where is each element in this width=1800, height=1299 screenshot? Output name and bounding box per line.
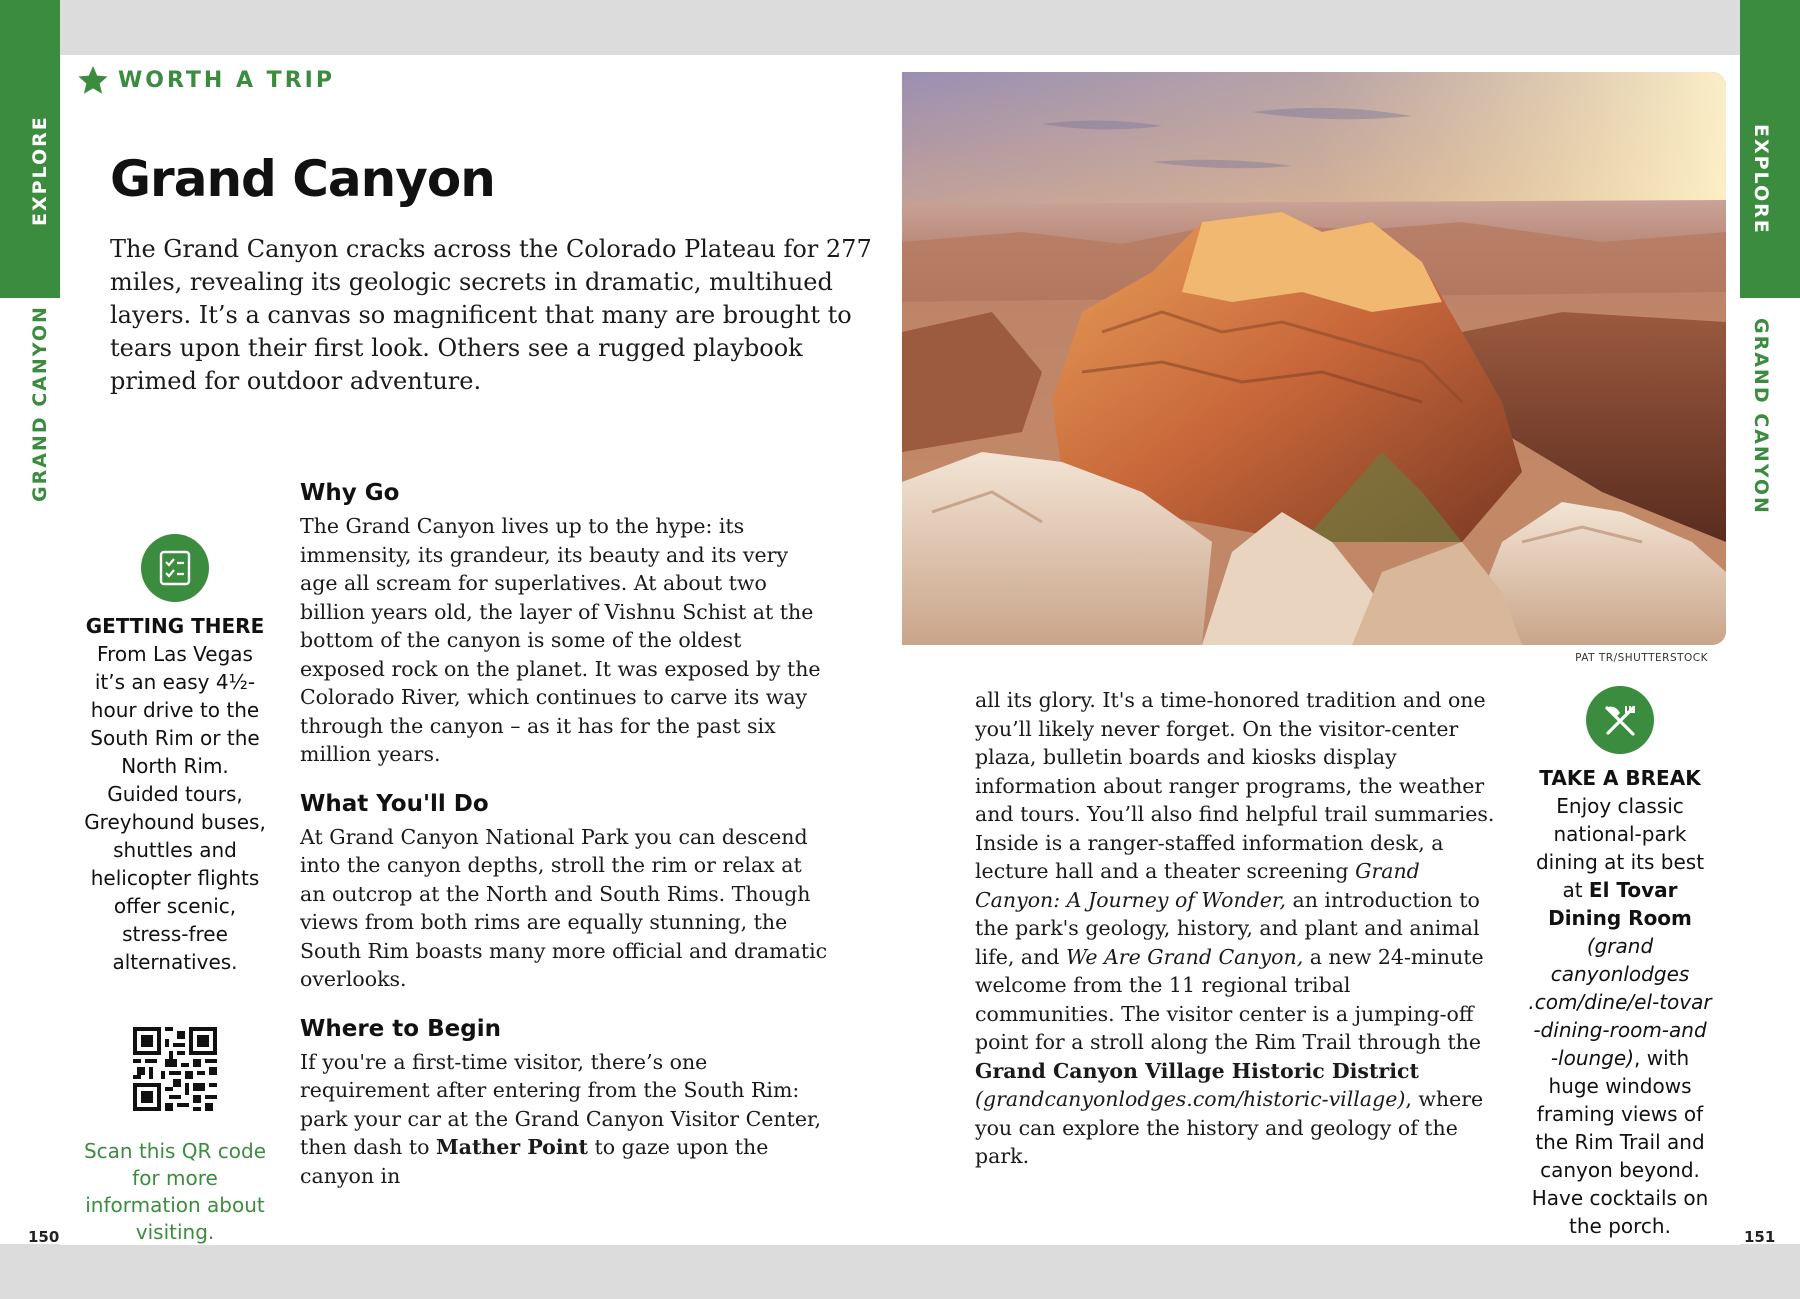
mather-point: Mather Point <box>435 1135 589 1159</box>
historic-village-url: (grandcanyonlodges.com/historic-village) <box>975 1087 1406 1111</box>
visitor-center-text: all its glory. It's a time-honored tradition and one you’ll likely never forget. On the visitor-center plaza, bulletin boards and kiosks display information about ranger programs, the weather and tours. You’ll also find helpful trail summaries. Inside is a ranger-staffed information desk, a lecture hall and a theater screening Grand Canyon: A Journey of Wonder, an introduction to the park's geology, history, and plant and animal life, and We Are Grand Canyon, a new 24-minute welcome from the 11 regional tribal communities. The visitor center is a jumping-off point for a stroll along the Rim Trail through the Grand Canyon Village Historic District (grandcanyonlodges.com/historic-village), where you can explore the history and geology of the park. <box>975 688 1495 1168</box>
right-section-label: EXPLORE <box>1750 124 1772 235</box>
eyebrow-label: WORTH A TRIP <box>118 67 335 93</box>
what-youll-do-heading: What You'll Do <box>300 790 489 817</box>
canyon-photo <box>902 72 1726 645</box>
qr-code-icon[interactable] <box>133 1027 217 1111</box>
main-column-1 <box>300 480 830 1212</box>
worth-a-trip-eyebrow <box>76 64 335 96</box>
what-youll-do-section <box>300 791 830 994</box>
where-to-begin-text: If you're a first-time visitor, there’s one requirement after entering from the South Rim: park your car at the Grand Canyon Visitor Center, then dash to Mather Point to gaze upon the canyon in <box>300 1049 822 1188</box>
page-title: Grand Canyon <box>110 150 495 208</box>
film-title-we-are: We Are Grand Canyon, <box>1065 944 1304 969</box>
where-to-begin-section <box>300 1016 830 1191</box>
el-tovar: El Tovar Dining Room <box>1548 878 1692 930</box>
why-go-section <box>300 480 830 769</box>
right-chapter-label: GRAND CANYON <box>1750 318 1772 515</box>
getting-there-heading: GETTING THERE <box>85 614 265 638</box>
left-section-label: EXPLORE <box>29 115 51 226</box>
take-a-break-text: Enjoy classic national-park dining at its best at El Tovar Dining Room (grand canyonlodges .com/dine/el-tovar -dining-room-and -lounge), with huge windows framing views of the Rim Trail and canyon beyond. Have cocktails on the porch. <box>1528 794 1712 1238</box>
checklist-icon <box>141 534 209 602</box>
el-tovar-url: (grand canyonlodges .com/dine/el-tovar -dining-room-and -lounge) <box>1528 934 1712 1070</box>
getting-there-sidebar <box>84 534 266 976</box>
qr-caption: Scan this QR code for more information about visiting. <box>83 1139 267 1244</box>
page-number-left: 150 <box>28 1228 60 1246</box>
take-a-break-sidebar <box>1527 686 1713 1240</box>
what-youll-do-text: At Grand Canyon National Park you can descend into the canyon depths, stroll the rim or relax at an outcrop at the North and South Rims. Though views from both rims are equally stunning, the South Rim boasts many more official and dramatic overlooks. <box>300 824 828 991</box>
why-go-heading: Why Go <box>300 480 400 506</box>
star-icon <box>76 64 110 96</box>
page-number-right: 151 <box>1744 1228 1776 1246</box>
why-go-text: The Grand Canyon lives up to the hype: its immensity, its grandeur, its beauty and its very age all scream for superlatives. At about two billion years old, the layer of Vishnu Schist at the bottom of the canyon is some of the oldest exposed rock on the planet. It was exposed by the Colorado River, which continues to carve its way through the canyon – as it has for the past six million years. <box>300 514 821 766</box>
where-to-begin-heading: Where to Begin <box>300 1015 501 1042</box>
film-title-journey: Grand Canyon: A Journey of Wonder, <box>975 859 1420 912</box>
historic-district: Grand Canyon Village Historic District <box>975 1058 1419 1083</box>
take-a-break-heading: TAKE A BREAK <box>1539 766 1701 790</box>
main-column-2 <box>975 686 1495 1171</box>
getting-there-text: From Las Vegas it’s an easy 4½-hour drive to the South Rim or the North Rim. Guided tours, Greyhound buses, shuttles and helicopter flights offer scenic, stress-free alternatives. <box>84 642 266 974</box>
left-chapter-label: GRAND CANYON <box>29 305 51 502</box>
utensils-icon <box>1586 686 1654 754</box>
photo-credit: PAT TR/SHUTTERSTOCK <box>1575 652 1708 664</box>
intro-paragraph: The Grand Canyon cracks across the Colorado Plateau for 277 miles, revealing its geologic secrets in dramatic, multihued layers. It’s a canvas so magnificent that many are brought to tears upon their first look. Others see a rugged playbook primed for outdoor adventure. <box>110 235 872 395</box>
